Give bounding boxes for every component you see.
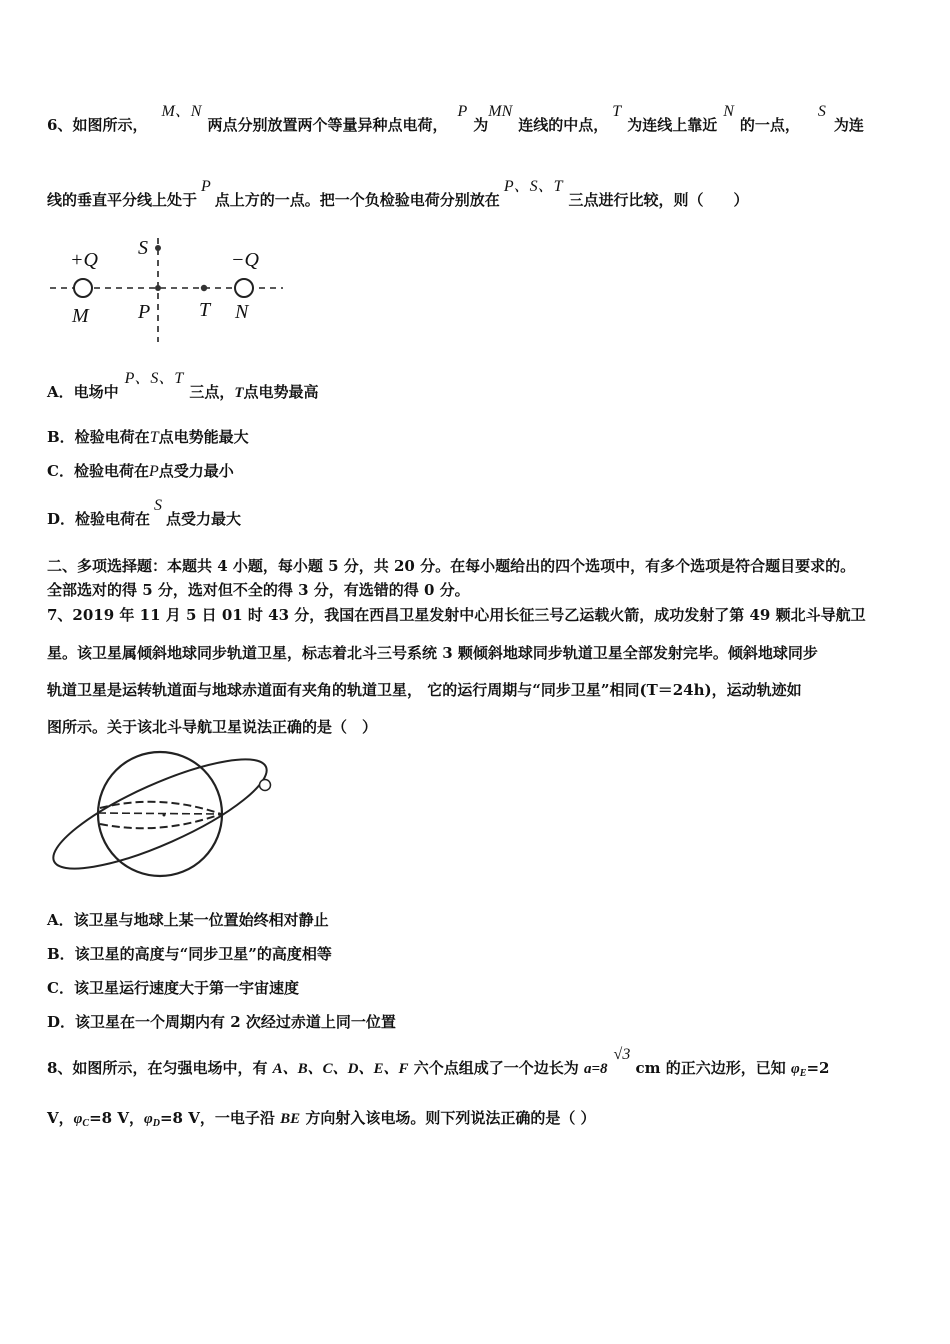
formula-s: S bbox=[817, 103, 826, 120]
point-t-dot bbox=[201, 285, 207, 291]
formula-points: A、B、C、D、E、F bbox=[272, 1061, 409, 1077]
label-n: N bbox=[235, 301, 249, 323]
q7-line1: 7、2019 年 11 月 5 日 01 时 43 分，我国在西昌卫星发射中心用长征三号乙运载火箭，成功发射了第 49 颗北斗导航卫 bbox=[47, 606, 866, 624]
equatorial-plane-dashed bbox=[98, 813, 221, 814]
sqrt-3: √3 bbox=[613, 1046, 631, 1063]
charge-m-circle bbox=[74, 279, 92, 297]
label-t: T bbox=[199, 299, 211, 321]
satellite-icon bbox=[260, 780, 271, 791]
q7-line2: 星。该卫星属倾斜地球同步轨道卫星，标志着北斗三号系统 3 颗倾斜地球同步轨道卫星全部发射完毕。倾斜地球同步 bbox=[47, 644, 818, 662]
q8-line2: V，$\varphi_C=8$ V，$\varphi_D=8$ V，一电子沿 BE 方向射入该电场。则下列说法正确的是（ ） bbox=[47, 1109, 596, 1129]
point-s-dot bbox=[155, 245, 161, 251]
point-p-dot bbox=[155, 285, 161, 291]
section2-line1: 二、多项选择题：本题共 4 小题，每小题 5 分，共 20 分。在每小题给出的四个选项中，有多个选项是符合题目要求的。 bbox=[47, 557, 856, 575]
q6-option-b: B．检验电荷在T点电势能最大 bbox=[47, 428, 249, 446]
equator-back-dashed bbox=[100, 802, 221, 814]
label-s: S bbox=[138, 237, 148, 259]
q7-option-c: C．该卫星运行速度大于第一宇宙速度 bbox=[47, 979, 299, 997]
label-p: P bbox=[138, 301, 151, 323]
formula-a: a=8 bbox=[583, 1061, 608, 1077]
satellite-orbit-ellipse bbox=[45, 748, 278, 888]
formula-p: P bbox=[457, 103, 468, 120]
charges-figure bbox=[45, 230, 295, 345]
earth-center-dot bbox=[163, 814, 166, 817]
q6-line2: 线的垂直平分线上处于P点上方的一点。把一个负检验电荷分别放在P、S、T三点进行比较，则（ ） bbox=[47, 178, 749, 209]
q8-line1: 8、如图所示，在匀强电场中，有 A、B、C、D、E、F 六个点组成了一个边长为 a=8√3 cm 的正六边形，已知 $\varphi_E=2$ bbox=[47, 1046, 830, 1079]
satellite-orbit-figure bbox=[45, 748, 280, 888]
label-m: M bbox=[72, 305, 89, 327]
q7-line3: 轨道卫星是运转轨道面与地球赤道面有夹角的轨道卫星， 它的运行周期与“同步卫星”相同(T＝24h)，运动轨迹如 bbox=[47, 681, 802, 699]
label-plus-q: +Q bbox=[70, 249, 98, 271]
q7-option-a: A．该卫星与地球上某一位置始终相对静止 bbox=[47, 911, 329, 929]
q6-line1: 6、如图所示，M、N两点分别放置两个等量异种点电荷，P为MN连线的中点，T为连线上靠近N的一点，S为连 bbox=[47, 103, 864, 134]
formula-mn: MN bbox=[488, 103, 513, 120]
formula-n: N bbox=[723, 103, 734, 120]
formula-pst: P、S、T bbox=[503, 178, 563, 195]
q6-option-a: A．电场中P、S、T三点，T点电势最高 bbox=[47, 370, 319, 401]
label-minus-q: −Q bbox=[231, 249, 259, 271]
charge-n-circle bbox=[235, 279, 253, 297]
q7-option-b: B．该卫星的高度与“同步卫星”的高度相等 bbox=[47, 945, 332, 963]
section2-line2: 全部选对的得 5 分，选对但不全的得 3 分，有选错的得 0 分。 bbox=[47, 581, 470, 599]
question-number: 6、 bbox=[47, 116, 73, 134]
formula-mn-pair: M、N bbox=[161, 103, 202, 120]
q6-option-c: C．检验电荷在P点受力最小 bbox=[47, 462, 234, 480]
q6-option-d: D．检验电荷在S点受力最大 bbox=[47, 497, 242, 528]
q7-line4: 图所示。关于该北斗导航卫星说法正确的是（ ） bbox=[47, 718, 378, 736]
q7-option-d: D．该卫星在一个周期内有 2 次经过赤道上同一位置 bbox=[47, 1013, 396, 1031]
formula-t: T bbox=[612, 103, 622, 120]
